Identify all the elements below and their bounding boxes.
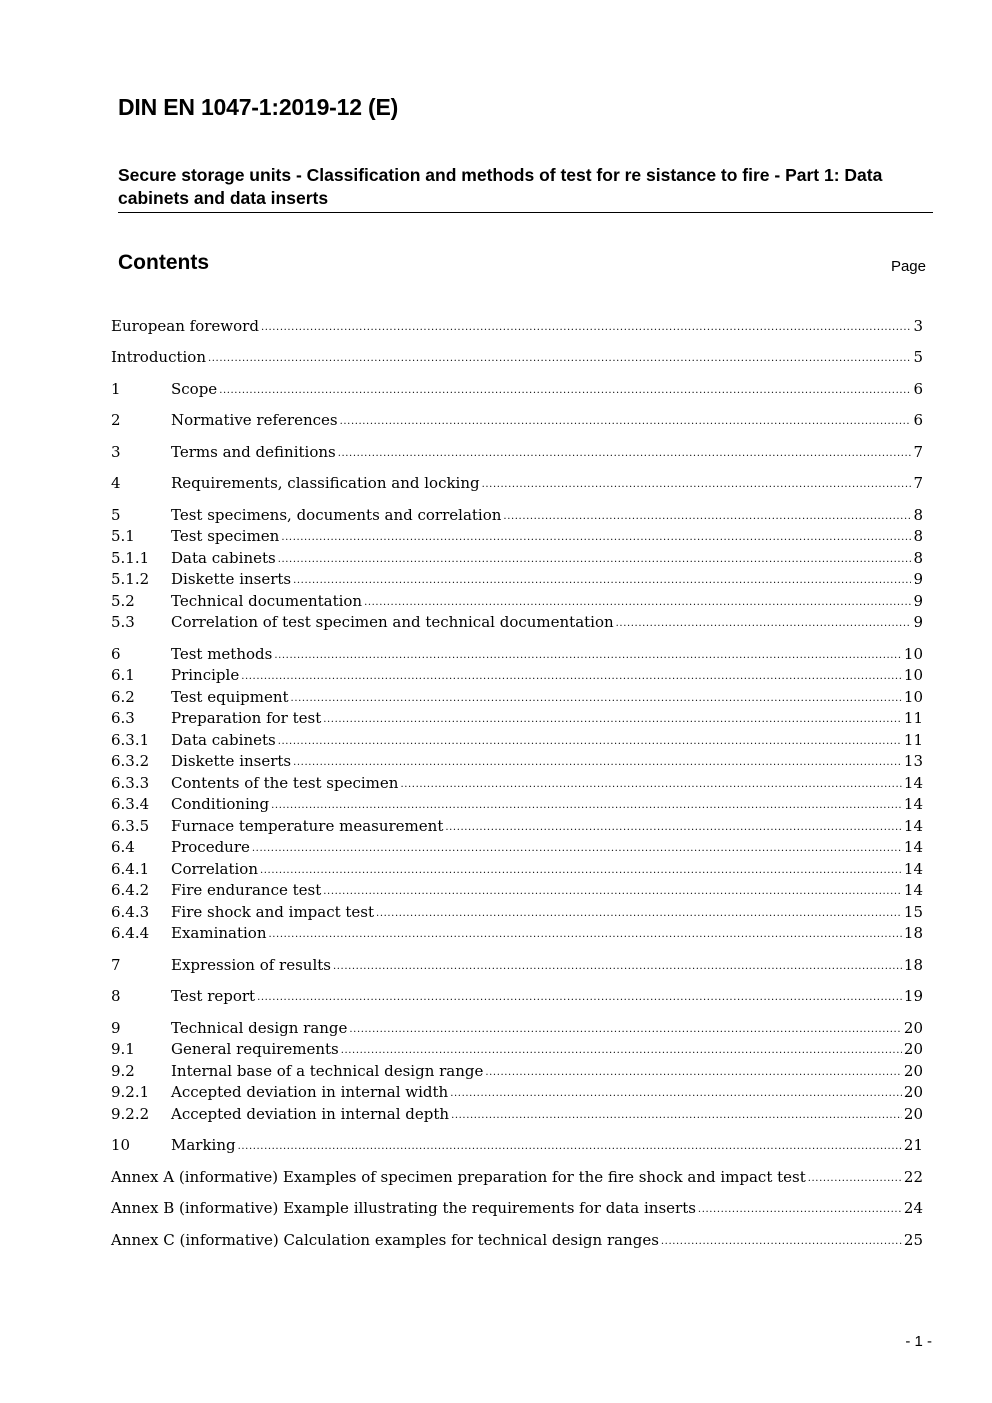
toc-dot-leader bbox=[241, 664, 902, 687]
toc-entry[interactable] bbox=[111, 902, 923, 923]
toc-entry[interactable] bbox=[111, 816, 923, 837]
toc-dot-leader bbox=[349, 1017, 902, 1040]
toc-dot-leader bbox=[219, 378, 911, 401]
toc-entry-page: 14 bbox=[903, 881, 923, 899]
toc-dot-leader bbox=[364, 590, 911, 613]
toc-entry[interactable] bbox=[111, 379, 923, 400]
toc-dot-leader bbox=[485, 1060, 902, 1083]
toc-entry-page: 13 bbox=[903, 752, 923, 770]
toc-entry-number: 9 bbox=[111, 1019, 121, 1037]
toc-dot-leader bbox=[293, 568, 911, 591]
toc-entry-page: 14 bbox=[903, 774, 923, 792]
toc-dot-leader bbox=[661, 1229, 902, 1252]
toc-entry-page: 18 bbox=[903, 924, 923, 942]
toc-entry-title: General requirements bbox=[171, 1040, 339, 1058]
toc-entry-number: 6.4 bbox=[111, 838, 135, 856]
toc-entry-title: Introduction bbox=[111, 348, 206, 366]
toc-entry-number: 9.2 bbox=[111, 1062, 135, 1080]
toc-dot-leader bbox=[338, 441, 912, 464]
toc-dot-leader bbox=[451, 1103, 902, 1126]
toc-entry[interactable] bbox=[111, 1018, 923, 1039]
toc-entry-page: 10 bbox=[903, 666, 923, 684]
toc-entry-title: Technical design range bbox=[171, 1019, 348, 1037]
toc-entry-title: Fire endurance test bbox=[171, 881, 322, 899]
toc-entry[interactable] bbox=[111, 644, 923, 665]
toc-entry-title: Procedure bbox=[171, 838, 250, 856]
toc-entry[interactable] bbox=[111, 1061, 923, 1082]
toc-entry-number: 5 bbox=[111, 506, 121, 524]
toc-entry[interactable] bbox=[111, 730, 923, 751]
toc-entry-number: 8 bbox=[111, 987, 121, 1005]
page-column-label: Page bbox=[890, 258, 926, 275]
toc-entry-page: 20 bbox=[903, 1105, 923, 1123]
toc-entry[interactable] bbox=[111, 591, 923, 612]
toc-entry-title: Test methods bbox=[171, 645, 273, 663]
toc-dot-leader bbox=[323, 707, 902, 730]
toc-entry-number: 6.2 bbox=[111, 688, 135, 706]
toc-entry-title: Correlation of test specimen and technical documentation bbox=[171, 613, 614, 631]
toc-entry-page: 6 bbox=[913, 411, 923, 429]
toc-dot-leader bbox=[323, 879, 902, 902]
toc-entry[interactable] bbox=[111, 773, 923, 794]
toc-entry-title: Requirements, classification and locking bbox=[171, 474, 480, 492]
toc-entry-page: 8 bbox=[913, 506, 923, 524]
toc-entry-page: 7 bbox=[913, 474, 923, 492]
toc-entry[interactable] bbox=[111, 1198, 923, 1219]
toc-entry-number: 10 bbox=[111, 1136, 131, 1154]
toc-entry-number: 6.3.1 bbox=[111, 731, 150, 749]
toc-entry-number: 6.1 bbox=[111, 666, 135, 684]
toc-entry-page: 15 bbox=[903, 903, 923, 921]
toc-entry-number: 3 bbox=[111, 443, 121, 461]
toc-entry[interactable] bbox=[111, 859, 923, 880]
toc-entry-title: Diskette inserts bbox=[171, 570, 292, 588]
toc-dot-leader bbox=[238, 1134, 902, 1157]
toc-entry-number: 6 bbox=[111, 645, 121, 663]
toc-entry-number: 2 bbox=[111, 411, 121, 429]
toc-entry-page: 9 bbox=[913, 613, 923, 631]
toc-dot-leader bbox=[269, 922, 902, 945]
toc-entry-title: Annex A (informative) Examples of specimen preparation for the fire shock and impact test bbox=[111, 1168, 806, 1186]
toc-entry[interactable] bbox=[111, 708, 923, 729]
toc-entry-number: 6.4.4 bbox=[111, 924, 150, 942]
toc-entry-number: 6.3.3 bbox=[111, 774, 150, 792]
toc-entry-page: 20 bbox=[903, 1062, 923, 1080]
toc-dot-leader bbox=[376, 901, 902, 924]
toc-entry[interactable] bbox=[111, 569, 923, 590]
toc-entry[interactable] bbox=[111, 1167, 923, 1188]
toc-entry-title: Test report bbox=[171, 987, 256, 1005]
toc-entry-page: 22 bbox=[903, 1168, 923, 1186]
toc-entry-page: 25 bbox=[903, 1231, 923, 1249]
toc-entry-number: 6.3.4 bbox=[111, 795, 150, 813]
toc-entry-title: Data cabinets bbox=[171, 549, 276, 567]
toc-entry[interactable] bbox=[111, 526, 923, 547]
toc-entry-number: 9.1 bbox=[111, 1040, 135, 1058]
toc-entry-page: 11 bbox=[903, 731, 923, 749]
toc-entry-number: 6.4.3 bbox=[111, 903, 150, 921]
toc-entry-title: Test specimen bbox=[171, 527, 280, 545]
toc-entry-title: Expression of results bbox=[171, 956, 331, 974]
toc-dot-leader bbox=[278, 729, 902, 752]
toc-entry-page: 24 bbox=[903, 1199, 923, 1217]
toc-entry[interactable] bbox=[111, 986, 923, 1007]
toc-entry-title: Terms and definitions bbox=[171, 443, 336, 461]
toc-entry-page: 21 bbox=[903, 1136, 923, 1154]
toc-entry-title: European foreword bbox=[111, 317, 259, 335]
toc-entry-page: 20 bbox=[903, 1040, 923, 1058]
toc-entry[interactable] bbox=[111, 1104, 923, 1125]
toc-entry[interactable] bbox=[111, 548, 923, 569]
toc-entry-title: Examination bbox=[171, 924, 267, 942]
toc-dot-leader bbox=[281, 525, 911, 548]
toc-dot-leader bbox=[482, 472, 912, 495]
toc-dot-leader bbox=[252, 836, 902, 859]
toc-entry-title: Marking bbox=[171, 1136, 236, 1154]
toc-entry[interactable] bbox=[111, 473, 923, 494]
toc-dot-leader bbox=[450, 1081, 902, 1104]
toc-entry-title: Test specimens, documents and correlation bbox=[171, 506, 502, 524]
toc-dot-leader bbox=[333, 954, 902, 977]
toc-dot-leader bbox=[291, 686, 902, 709]
toc-dot-leader bbox=[274, 643, 902, 666]
toc-entry-title: Technical documentation bbox=[171, 592, 363, 610]
toc-entry-number: 5.1.1 bbox=[111, 549, 150, 567]
toc-entry-title: Diskette inserts bbox=[171, 752, 292, 770]
toc-entry-number: 5.1.2 bbox=[111, 570, 150, 588]
toc-dot-leader bbox=[400, 772, 901, 795]
toc-entry-page: 14 bbox=[903, 860, 923, 878]
toc-entry[interactable] bbox=[111, 612, 923, 633]
toc-entry-page: 8 bbox=[913, 549, 923, 567]
toc-entry-title: Furnace temperature measurement bbox=[171, 817, 444, 835]
toc-entry-number: 5.1 bbox=[111, 527, 135, 545]
toc-entry-page: 7 bbox=[913, 443, 923, 461]
toc-entry-number: 6.4.1 bbox=[111, 860, 150, 878]
toc-entry-number: 5.2 bbox=[111, 592, 135, 610]
toc-entry-title: Data cabinets bbox=[171, 731, 276, 749]
document-subtitle: Secure storage units - Classification and methods of test for re sistance to fire - Part 1: Data cabinets and data inserts bbox=[118, 164, 933, 213]
toc-entry-title: Normative references bbox=[171, 411, 338, 429]
toc-entry-number: 6.4.2 bbox=[111, 881, 150, 899]
toc-dot-leader bbox=[445, 815, 902, 838]
toc-entry[interactable] bbox=[111, 880, 923, 901]
toc-entry-page: 14 bbox=[903, 795, 923, 813]
toc-entry[interactable] bbox=[111, 687, 923, 708]
toc-entry-number: 6.3.2 bbox=[111, 752, 150, 770]
toc-entry-page: 6 bbox=[913, 380, 923, 398]
toc-entry-page: 3 bbox=[913, 317, 923, 335]
toc-entry[interactable] bbox=[111, 347, 923, 368]
toc-entry-number: 9.2.1 bbox=[111, 1083, 150, 1101]
toc-entry[interactable] bbox=[111, 1039, 923, 1060]
toc-dot-leader bbox=[808, 1166, 902, 1189]
toc-entry-number: 6.3.5 bbox=[111, 817, 150, 835]
toc-dot-leader bbox=[257, 985, 902, 1008]
toc-dot-leader bbox=[278, 547, 912, 570]
toc-dot-leader bbox=[260, 858, 902, 881]
toc-entry-number: 6.3 bbox=[111, 709, 135, 727]
toc-entry-page: 11 bbox=[903, 709, 923, 727]
toc-entry-page: 10 bbox=[903, 688, 923, 706]
toc-entry[interactable] bbox=[111, 794, 923, 815]
toc-entry[interactable] bbox=[111, 923, 923, 944]
toc-entry-number: 5.3 bbox=[111, 613, 135, 631]
toc-entry[interactable] bbox=[111, 1230, 923, 1251]
toc-entry-page: 5 bbox=[913, 348, 923, 366]
toc-entry-number: 1 bbox=[111, 380, 121, 398]
toc-dot-leader bbox=[616, 611, 912, 634]
toc-entry-page: 14 bbox=[903, 838, 923, 856]
toc-dot-leader bbox=[503, 504, 911, 527]
toc-dot-leader bbox=[208, 346, 911, 369]
toc-entry[interactable] bbox=[111, 751, 923, 772]
toc-entry-page: 20 bbox=[903, 1019, 923, 1037]
document-title: DIN EN 1047-1:2019-12 (E) bbox=[118, 94, 399, 120]
toc-dot-leader bbox=[340, 409, 912, 432]
toc-entry[interactable] bbox=[111, 316, 923, 337]
toc-entry-title: Correlation bbox=[171, 860, 258, 878]
toc-entry-number: 4 bbox=[111, 474, 121, 492]
contents-heading: Contents bbox=[118, 251, 209, 274]
toc-entry-number: 9.2.2 bbox=[111, 1105, 150, 1123]
toc-entry[interactable] bbox=[111, 410, 923, 431]
toc-entry-page: 20 bbox=[903, 1083, 923, 1101]
toc-entry-title: Accepted deviation in internal width bbox=[171, 1083, 449, 1101]
toc-dot-leader bbox=[341, 1038, 902, 1061]
toc-entry-title: Test equipment bbox=[171, 688, 289, 706]
toc-entry-page: 9 bbox=[913, 592, 923, 610]
toc-entry-page: 10 bbox=[903, 645, 923, 663]
toc-dot-leader bbox=[271, 793, 902, 816]
toc-entry-title: Conditioning bbox=[171, 795, 270, 813]
toc-entry-title: Principle bbox=[171, 666, 240, 684]
toc-entry-page: 8 bbox=[913, 527, 923, 545]
toc-entry[interactable] bbox=[111, 442, 923, 463]
page-number: - 1 - bbox=[905, 1333, 932, 1350]
toc-entry-title: Fire shock and impact test bbox=[171, 903, 375, 921]
toc-entry-title: Accepted deviation in internal depth bbox=[171, 1105, 450, 1123]
toc-dot-leader bbox=[698, 1197, 902, 1220]
toc-entry-title: Internal base of a technical design range bbox=[171, 1062, 484, 1080]
toc-entry-page: 9 bbox=[913, 570, 923, 588]
toc-entry-title: Contents of the test specimen bbox=[171, 774, 399, 792]
toc-entry[interactable] bbox=[111, 1082, 923, 1103]
toc-entry[interactable] bbox=[111, 665, 923, 686]
toc-entry-title: Scope bbox=[171, 380, 218, 398]
toc-entry-title: Annex B (informative) Example illustrating the requirements for data inserts bbox=[111, 1199, 696, 1217]
toc-entry-number: 7 bbox=[111, 956, 121, 974]
toc-entry[interactable] bbox=[111, 1135, 923, 1156]
toc-entry[interactable] bbox=[111, 955, 923, 976]
toc-entry-title: Preparation for test bbox=[171, 709, 322, 727]
toc-dot-leader bbox=[261, 315, 912, 338]
toc-dot-leader bbox=[293, 750, 902, 773]
toc-entry-page: 19 bbox=[903, 987, 923, 1005]
toc-entry-title: Annex C (informative) Calculation examples for technical design ranges bbox=[111, 1231, 659, 1249]
toc-entry[interactable] bbox=[111, 837, 923, 858]
toc-entry[interactable] bbox=[111, 505, 923, 526]
toc-entry-page: 18 bbox=[903, 956, 923, 974]
toc-entry-page: 14 bbox=[903, 817, 923, 835]
